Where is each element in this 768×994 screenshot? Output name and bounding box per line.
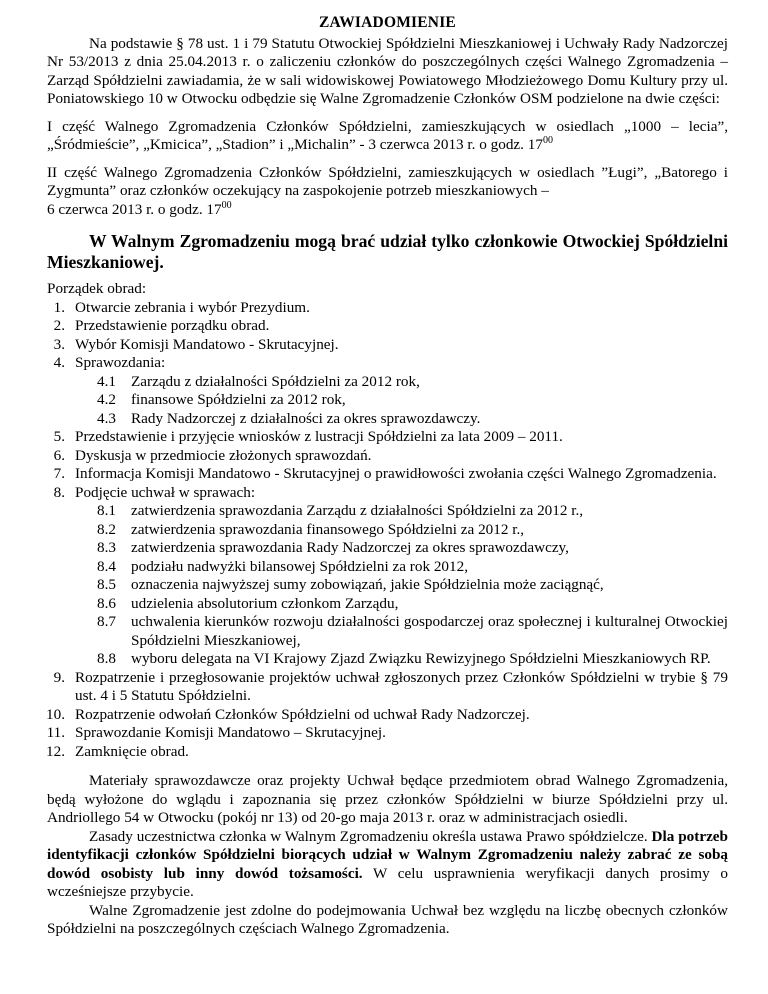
agenda-subitem — [75, 650, 728, 669]
agenda-subitem-text: wyboru delegata na VI Krajowy Zjazd Związku Rewizyjnego Spółdzielni Mieszkaniowych RP. — [131, 650, 711, 667]
agenda-item-number: 10. — [46, 705, 65, 723]
agenda-item-number: 1. — [53, 298, 65, 316]
agenda-item-number: 11. — [46, 724, 65, 741]
agenda-item-text: Zamknięcie obrad. — [75, 742, 189, 760]
agenda-subitem — [75, 502, 728, 521]
agenda-item-number: 2. — [53, 317, 65, 334]
agenda-subitem — [75, 539, 728, 558]
part-two-paragraph — [47, 164, 728, 220]
part-two-date: 6 czerwca 2013 r. o godz. 17 — [47, 200, 222, 218]
agenda-item-text: Dyskusja w przedmiocie złożonych sprawozdań. — [75, 446, 372, 464]
agenda-subitem-number: 4.3 — [97, 409, 116, 427]
agenda-item-number: 9. — [53, 668, 65, 686]
agenda-item-number: 3. — [53, 335, 65, 353]
agenda-subitem — [75, 613, 728, 650]
agenda-subitem-number: 8.6 — [97, 594, 116, 612]
agenda-item — [47, 354, 728, 428]
part-one-paragraph — [47, 118, 728, 155]
agenda-subitem-text: uchwalenia kierunków rozwoju działalności gospodarczej oraz społecznej i kulturalnej Otwockiej Spółdzielni Mieszkaniowej, — [131, 613, 728, 649]
agenda-subitem-text: Rady Nadzorczej z działalności za okres sprawozdawczy. — [131, 409, 481, 427]
agenda-subitem-text: oznaczenia najwyższej sumy zobowiązań, jakie Spółdzielnia może zaciągnąć, — [131, 576, 604, 593]
intro-paragraph: Na podstawie § 78 ust. 1 i 79 Statutu Otwockiej Spółdzielni Mieszkaniowej i Uchwały Rady Nadzorczej Nr 53/2013 z dnia 25.04.2013 r. o zaliczeniu członków do poszczególnych części Walnego Zgromadzenia – Zarząd Spółdzielni zawiadamia, że w sali widowiskowej Powiatowego Młodzieżowego Domu Kultury przy ul. Poniatowskiego 10 w Otwocku odbędzie się Walne Zgromadzenie Członków OSM podzielone na dwie części: — [47, 34, 728, 107]
agenda-item-number: 8. — [53, 483, 65, 501]
agenda-subitem-number: 8.2 — [97, 520, 116, 538]
agenda-subitem — [75, 373, 728, 392]
agenda-subitem — [75, 391, 728, 410]
agenda-item-number: 12. — [46, 742, 65, 760]
agenda-subitem-text: podziału nadwyżki bilansowej Spółdzielni za rok 2012, — [131, 557, 469, 575]
agenda-subitem-number: 8.7 — [97, 613, 116, 630]
agenda-item-text: Otwarcie zebrania i wybór Prezydium. — [75, 298, 310, 316]
agenda-subitem-text: zatwierdzenia sprawozdania finansowego Spółdzielni za 2012 r., — [131, 520, 525, 538]
agenda-item — [47, 317, 728, 336]
materials-paragraph: Materiały sprawozdawcze oraz projekty Uchwał będące przedmiotem obrad Walnego Zgromadzenia, będą wyłożone do wglądu i zapoznania się przez członków Spółdzielni w biurze Spółdzielni przy ul. Andriollego 54 w Otwocku (pokój nr 13) od 20-go maja 2013 r. oraz w administracjach osiedli. — [47, 772, 728, 826]
agenda-item-number: 7. — [53, 465, 65, 482]
agenda-item — [47, 669, 728, 706]
part-two-time-superscript: 00 — [221, 199, 232, 211]
agenda-item — [47, 484, 728, 669]
agenda-subitem-number: 8.3 — [97, 539, 116, 556]
agenda-subitem-number: 4.2 — [97, 391, 116, 408]
agenda-subitem-number: 4.1 — [97, 372, 116, 390]
agenda-list — [47, 299, 728, 762]
agenda-item-text: Podjęcie uchwał w sprawach: — [75, 483, 256, 501]
agenda-subitem-text: Zarządu z działalności Spółdzielni za 2012 rok, — [131, 372, 420, 390]
agenda-item-number: 6. — [53, 446, 65, 464]
agenda-item-text: Przedstawienie porządku obrad. — [75, 317, 270, 334]
agenda-sublist — [75, 502, 728, 669]
agenda-subitem-number: 8.1 — [97, 502, 116, 519]
agenda-subitem-text: udzielenia absolutorium członkom Zarządu, — [131, 594, 399, 612]
agenda-item — [47, 743, 728, 762]
agenda-item — [47, 299, 728, 318]
part-one-time-superscript: 00 — [542, 135, 553, 146]
document-title: ZAWIADOMIENIE — [319, 14, 456, 31]
quorum-paragraph: Walne Zgromadzenie jest zdolne do podejmowania Uchwał bez względu na liczbę obecnych członków Spółdzielni na poszczególnych częściach Walnego Zgromadzenia. — [47, 901, 728, 937]
agenda-subitem-text: zatwierdzenia sprawozdania Rady Nadzorczej za okres sprawozdawczy, — [131, 539, 569, 556]
agenda-item-text: Informacja Komisji Mandatowo - Skrutacyjnej o prawidłowości zwołania części Walnego Zgromadzenia. — [75, 465, 717, 482]
rules-identification-bold: Dla potrzeb identyfikacji członków Spółdzielni biorących udział w Walnym Zgromadzeniu należy zabrać ze sobą dowód osobisty lub inny dowód tożsamości. — [47, 827, 728, 882]
agenda-item — [47, 428, 728, 447]
agenda-sublist — [75, 373, 728, 429]
agenda-item-text: Wybór Komisji Mandatowo - Skrutacyjnej. — [75, 335, 339, 353]
agenda-item-text: Sprawozdanie Komisji Mandatowo – Skrutacyjnej. — [75, 724, 386, 741]
agenda-subitem — [75, 595, 728, 614]
rules-paragraph — [47, 828, 728, 902]
membership-notice: W Walnym Zgromadzeniu mogą brać udział tylko członkowie Otwockiej Spółdzielni Mieszkaniowej. — [47, 231, 728, 272]
agenda-heading: Porządek obrad: — [47, 280, 147, 297]
agenda-item-text: Przedstawienie i przyjęcie wniosków z lustracji Spółdzielni za lata 2009 – 2011. — [75, 428, 563, 445]
agenda-subitem — [75, 410, 728, 429]
part-one-text: I część Walnego Zgromadzenia Członków Spółdzielni, zamieszkujących w osiedlach „1000 – lecia”, „Śródmieście”, „Kmicica”, „Stadion” i „Michalin” - 3 czerwca 2013 r. o godz. 17 — [47, 117, 728, 153]
agenda-subitem — [75, 521, 728, 540]
part-two-text: II część Walnego Zgromadzenia Członków Spółdzielni, zamieszkujących w osiedlach ”Ługi”, „Batorego i Zygmunta” oraz członków oczekujący na zaspokojenie potrzeb mieszkaniowych – — [47, 163, 728, 199]
rules-end: W celu usprawnienia weryfikacji danych prosimy o wcześniejsze przybycie. — [47, 864, 728, 900]
agenda-item-number: 4. — [53, 354, 65, 371]
agenda-subitem-number: 8.8 — [97, 650, 116, 667]
agenda-item-text: Rozpatrzenie odwołań Członków Spółdzielni od uchwał Rady Nadzorczej. — [75, 705, 530, 723]
agenda-subitem — [75, 558, 728, 577]
agenda-item — [47, 447, 728, 466]
agenda-item — [47, 706, 728, 725]
agenda-subitem-text: finansowe Spółdzielni za 2012 rok, — [131, 391, 346, 408]
agenda-item — [47, 465, 728, 484]
agenda-section — [47, 280, 728, 761]
agenda-item — [47, 724, 728, 743]
agenda-subitem-text: zatwierdzenia sprawozdania Zarządu z działalności Spółdzielni za 2012 r., — [131, 502, 584, 519]
agenda-subitem-number: 8.4 — [97, 557, 116, 575]
agenda-item-text: Sprawozdania: — [75, 354, 166, 371]
agenda-item-text: Rozpatrzenie i przegłosowanie projektów uchwał zgłoszonych przez Członków Spółdzielni w trybie § 79 ust. 4 i 5 Statutu Spółdzielni. — [75, 668, 728, 704]
agenda-item-number: 5. — [53, 428, 65, 445]
agenda-subitem — [75, 576, 728, 595]
rules-start: Zasady uczestnictwa członka w Walnym Zgromadzeniu określa ustawa Prawo spółdzielcze. — [89, 827, 648, 845]
agenda-subitem-number: 8.5 — [97, 576, 116, 593]
agenda-item — [47, 336, 728, 355]
